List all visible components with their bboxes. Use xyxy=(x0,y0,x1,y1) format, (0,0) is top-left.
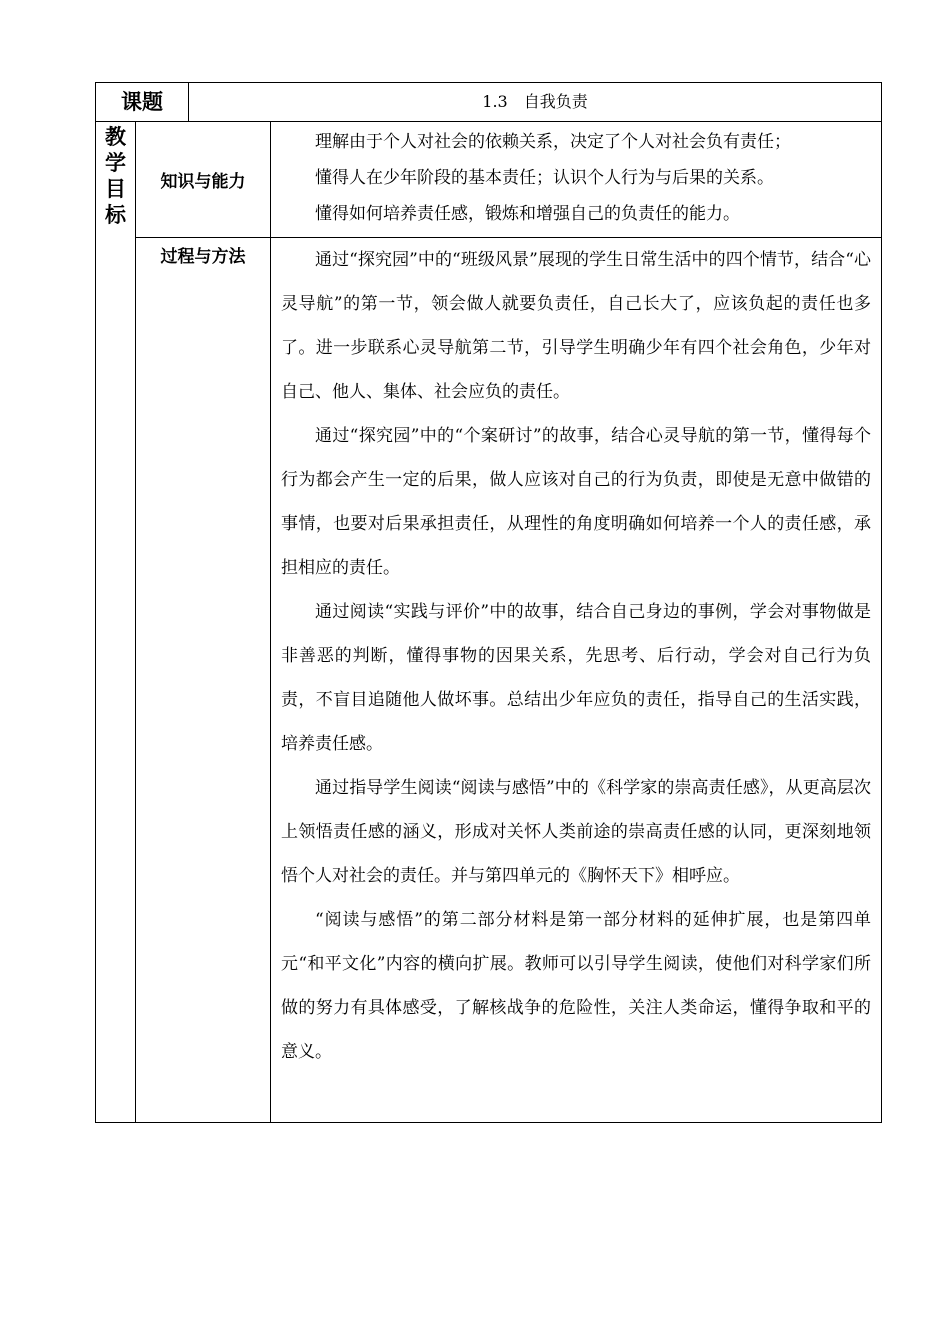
process-paragraph: 通过“探究园”中的“班级风景”展现的学生日常生活中的四个情节，结合“心灵导航”的第一节，领会做人就要负责任，自己长大了，应该负起的责任也多了。进一步联系心灵导航第二节，引导学生明确少年有四个社会角色，少年对自己、他人、集体、社会应负的责任。 xyxy=(281,250,872,402)
knowledge-item: 理解由于个人对社会的依赖关系，决定了个人对社会负有责任； xyxy=(315,132,791,152)
topic-title: 1.3 自我负责 xyxy=(189,83,882,122)
process-content xyxy=(271,238,882,1123)
process-paragraph: 通过“探究园”中的“个案研讨”的故事，结合心灵导航的第一节，懂得每个行为都会产生一定的后果，做人应该对自己的行为负责，即使是无意中做错的事情，也要对后果承担责任，从理性的角度明确如何培养一个人的责任感，承担相应的责任。 xyxy=(281,426,872,578)
knowledge-item: 懂得如何培养责任感，锻炼和增强自己的负责任的能力。 xyxy=(315,204,740,224)
objectives-label-char: 教 xyxy=(105,125,126,149)
topic-label: 课题 xyxy=(96,83,189,122)
header-row xyxy=(96,83,882,122)
knowledge-label: 知识与能力 xyxy=(136,122,271,238)
lesson-plan-table xyxy=(95,82,882,1123)
objectives-label-char: 标 xyxy=(105,203,126,227)
process-paragraph: 通过指导学生阅读“阅读与感悟”中的《科学家的崇高责任感》，从更高层次上领悟责任感的涵义，形成对关怀人类前途的崇高责任感的认同，更深刻地领悟个人对社会的责任。并与第四单元的《胸怀天下》相呼应。 xyxy=(281,778,872,886)
knowledge-content xyxy=(271,122,882,238)
process-paragraph: “阅读与感悟”的第二部分材料是第一部分材料的延伸扩展，也是第四单元“和平文化”内容的横向扩展。教师可以引导学生阅读，使他们对科学家们所做的努力有具体感受，了解核战争的危险性，关注人类命运，懂得争取和平的意义。 xyxy=(281,910,872,1062)
process-paragraph: 通过阅读“实践与评价”中的故事，结合自己身边的事例，学会对事物做是非善恶的判断，懂得事物的因果关系，先思考、后行动，学会对自己行为负责，不盲目追随他人做坏事。总结出少年应负的责任，指导自己的生活实践，培养责任感。 xyxy=(281,602,872,754)
objectives-label xyxy=(96,122,136,1123)
process-label: 过程与方法 xyxy=(136,238,271,1123)
process-row xyxy=(96,238,882,1123)
knowledge-item: 懂得人在少年阶段的基本责任；认识个人行为与后果的关系。 xyxy=(315,168,774,188)
knowledge-row xyxy=(96,122,882,238)
objectives-label-char: 学 xyxy=(105,151,126,175)
objectives-label-char: 目 xyxy=(105,177,126,201)
